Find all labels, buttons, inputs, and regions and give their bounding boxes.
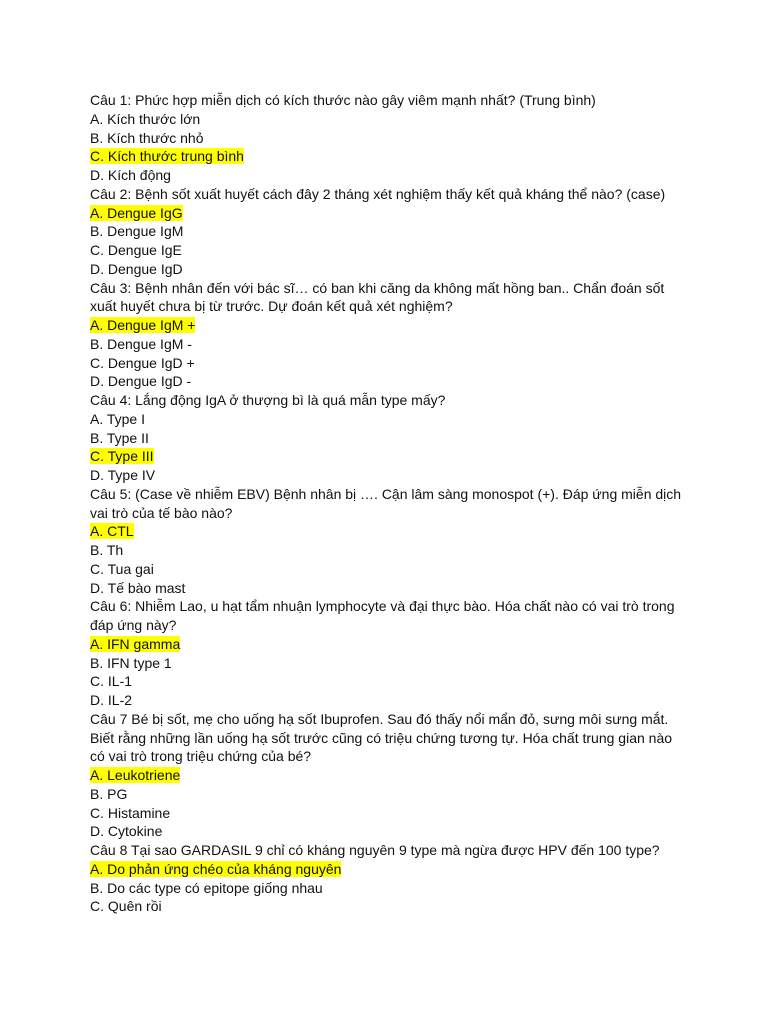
question-3-option-a-highlighted: A. Dengue IgM + [90, 317, 196, 333]
option-text [90, 166, 690, 185]
question-6-option-b: B. IFN type 1 [90, 654, 172, 671]
question-3-option-b: B. Dengue IgM - [90, 335, 192, 352]
option-text [90, 635, 690, 654]
question-7-option-a-highlighted: A. Leukotriene [90, 767, 181, 783]
option-text [90, 372, 690, 391]
question-5-option-a-highlighted: A. CTL [90, 523, 134, 540]
question-1-text: Câu 1: Phức hợp miễn dịch có kích thước nào gây viêm mạnh nhất? (Trung bình) [90, 92, 596, 108]
option-text [90, 822, 690, 841]
option-text [90, 766, 690, 785]
question-4-text: Câu 4: Lắng động IgA ở thượng bì là quá mẫn type mấy? [90, 392, 446, 408]
question-5-option-d: D. Tế bào mast [90, 579, 186, 596]
option-text [90, 654, 690, 673]
question-1-option-d: D. Kích động [90, 167, 171, 183]
option-text [90, 222, 690, 241]
option-text [90, 260, 690, 279]
option-text [90, 354, 690, 373]
option-text [90, 447, 690, 466]
question-1-option-a: A. Kích thước lớn [90, 110, 201, 127]
question-2-text: Câu 2: Bệnh sốt xuất huyết cách đây 2 tháng xét nghiệm thấy kết quả kháng thể nào? (case) [90, 185, 666, 202]
question-6-text: Câu 6: Nhiễm Lao, u hạt tẩm nhuận lymphocyte và đại thực bào. Hóa chất nào có vai trò trong đáp ứng này? [90, 598, 675, 633]
question-2-option-c: C. Dengue IgE [90, 242, 182, 258]
option-text [90, 241, 690, 260]
option-text [90, 672, 690, 691]
option-text [90, 804, 690, 823]
question-2-option-d: D. Dengue IgD [90, 260, 183, 277]
option-text [90, 691, 690, 710]
question-8-option-a-highlighted: A. Do phản ứng chéo của kháng nguyên [90, 860, 342, 877]
document-page [90, 91, 690, 916]
question-5-text: Câu 5: (Case về nhiễm EBV) Bệnh nhân bị …. Cận lâm sàng monospot (+). Đáp ứng miễn dịch vai trò của tế bào nào? [90, 485, 682, 521]
option-text [90, 204, 690, 223]
question-5-option-b: B. Th [90, 542, 124, 558]
option-text [90, 410, 690, 429]
question-2-option-a-highlighted: A. Dengue IgG [90, 204, 183, 221]
question-1-option-c-highlighted: C. Kích thước trung bình [90, 148, 244, 165]
question-4-option-c-highlighted: C. Type III [90, 448, 154, 465]
question-4-option-b: B. Type II [90, 429, 149, 446]
option-text [90, 316, 690, 335]
question-3-option-c: C. Dengue IgD + [90, 354, 195, 371]
option-text [90, 579, 690, 598]
question-3-option-d: D. Dengue IgD - [90, 373, 192, 390]
option-text [90, 785, 690, 804]
question-8-text: Câu 8 Tại sao GARDASIL 9 chỉ có kháng nguyên 9 type mà ngừa được HPV đến 100 type? [90, 842, 660, 858]
option-text [90, 429, 690, 448]
option-text [90, 879, 690, 898]
question-2-option-b: B. Dengue IgM [90, 223, 184, 240]
question-8-option-b: B. Do các type có epitope giống nhau [90, 879, 323, 896]
question-7-option-b: B. PG [90, 785, 128, 802]
question-6-option-a-highlighted: A. IFN gamma [90, 635, 181, 652]
question-5-option-c: C. Tua gai [90, 560, 154, 577]
question-8-option-c: C. Quên rồi [90, 898, 162, 915]
question-4-option-d: D. Type IV [90, 467, 156, 483]
question-1-option-b: B. Kích thước nhỏ [90, 129, 204, 146]
option-text [90, 335, 690, 354]
question-7-text: Câu 7 Bé bị sốt, mẹ cho uống hạ sốt Ibuprofen. Sau đó thấy nổi mẩn đỏ, sưng môi sưng mắt. Biết rằng những lần uống hạ sốt trước cũng có triệu chứng tương tự. Hóa chất trung gian nào có vai trò trong triệu chứng của bé? [90, 710, 673, 765]
option-text [90, 860, 690, 879]
option-text [90, 897, 690, 916]
option-text [90, 560, 690, 579]
option-text [90, 129, 690, 148]
option-text [90, 466, 690, 485]
question-4-option-a: A. Type I [90, 410, 145, 427]
option-text [90, 541, 690, 560]
question-7-option-c: C. Histamine [90, 804, 171, 821]
question-3-text: Câu 3: Bệnh nhân đến với bác sĩ… có ban khi căng da không mất hồng ban.. Chẩn đoán sốt xuất huyết chưa bị từ trước. Dự đoán kết quả xét nghiệm? [90, 279, 665, 315]
option-text [90, 147, 690, 166]
option-text [90, 110, 690, 129]
question-6-option-d: D. IL-2 [90, 692, 133, 708]
question-7-option-d: D. Cytokine [90, 823, 163, 840]
question-6-option-c: C. IL-1 [90, 673, 133, 690]
option-text [90, 522, 690, 541]
